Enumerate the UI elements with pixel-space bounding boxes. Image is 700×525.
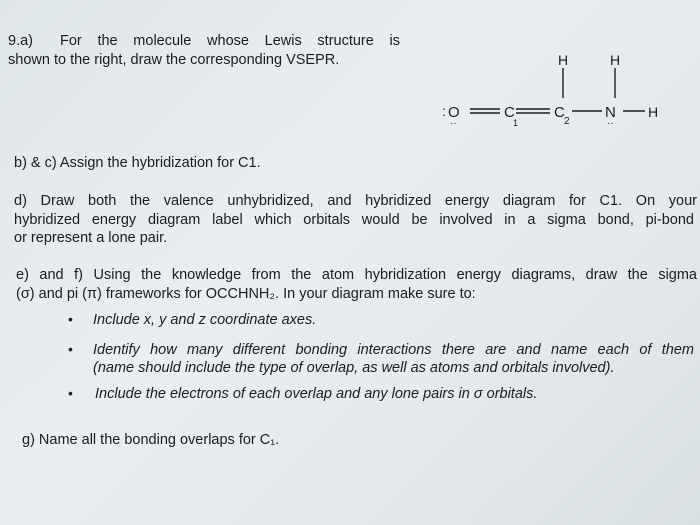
bullet-icon: • — [68, 311, 73, 327]
question-number: 9.a) — [8, 33, 33, 49]
atom-n: N — [605, 104, 616, 121]
bullet-icon: • — [68, 341, 73, 357]
bullet-bonding-line1: Identify how many different bonding interactions there are and name each of them — [93, 342, 694, 358]
lone-pair-n: ·· — [607, 118, 614, 129]
question-ef-line2: (σ) and pi (π) frameworks for OCCHNH₂. In your diagram make sure to: — [16, 286, 476, 302]
question-9a-line2: shown to the right, draw the corresponding VSEPR. — [8, 52, 340, 68]
lone-pair-o-left: : — [442, 103, 446, 119]
question-d-line1: d) Draw both the valence unhybridized, and hybridized energy diagram for C1. On your — [14, 193, 697, 209]
atom-h-c2: H — [558, 52, 569, 68]
lone-pair-o-bottom: ·· — [450, 118, 457, 129]
question-g: g) Name all the bonding overlaps for C₁. — [22, 432, 280, 448]
atom-c2-subscript: 2 — [564, 116, 570, 127]
question-d-line2: hybridized energy diagram label which orbitals would be involved in a sigma bond, pi-bond — [14, 212, 694, 228]
atom-o: O — [448, 104, 460, 121]
question-d-line3: or represent a lone pair. — [14, 230, 168, 246]
question-bc: b) & c) Assign the hybridization for C1. — [14, 155, 261, 171]
bullet-icon: • — [68, 385, 73, 401]
lewis-structure — [420, 40, 700, 140]
atom-h-n-right: H — [648, 104, 659, 120]
atom-h-n-top: H — [610, 52, 621, 68]
atom-c2: C — [554, 104, 565, 121]
question-9a-line1: For the molecule whose Lewis structure is — [60, 33, 400, 49]
question-ef-line1: e) and f) Using the knowledge from the atom hybridization energy diagrams, draw the sigma — [16, 267, 697, 283]
bullet-axes: Include x, y and z coordinate axes. — [93, 312, 317, 328]
bullet-electrons: Include the electrons of each overlap and any lone pairs in σ orbitals. — [95, 386, 538, 402]
bullet-bonding-line2: (name should include the type of overlap, as well as atoms and orbitals involved). — [93, 360, 615, 376]
atom-c1: C — [504, 104, 515, 121]
atom-c1-subscript: 1 — [513, 118, 519, 128]
